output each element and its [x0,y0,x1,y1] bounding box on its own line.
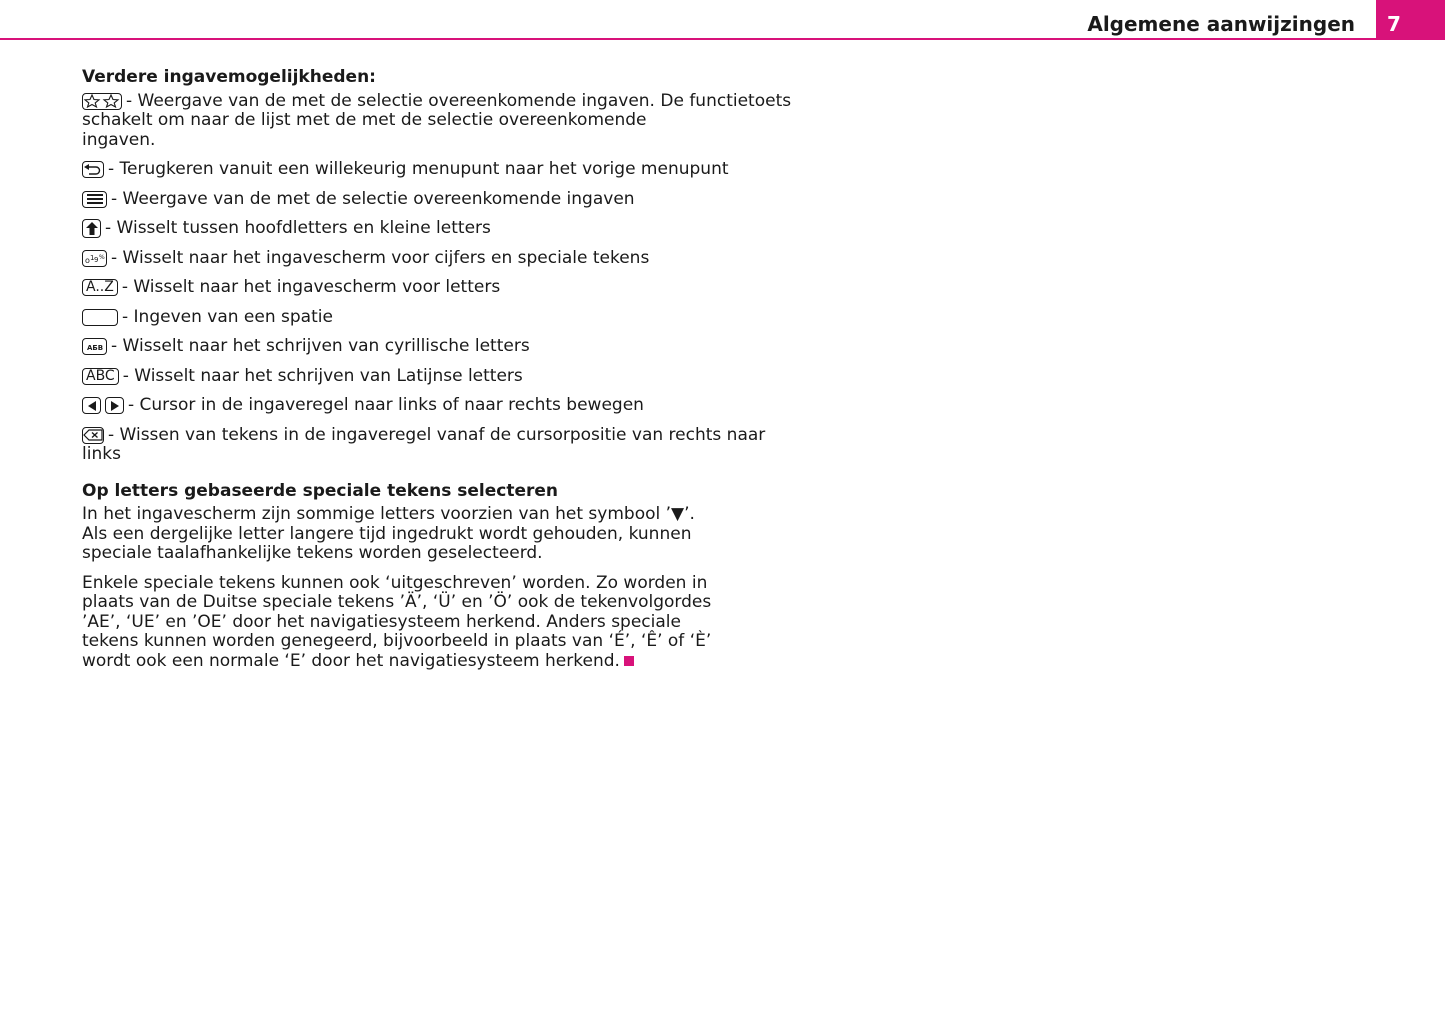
item-text: - Wisselt naar het ingavescherm voor cijfers en speciale tekens [111,247,650,268]
list-item [82,424,766,465]
item-text: - Wisselt naar het schrijven van cyrillische letters [111,336,530,356]
header-rule [0,38,1445,40]
page-number: 7 [1387,12,1401,36]
item-text: - Wisselt naar het ingavescherm voor letters [121,277,501,297]
list-item [82,308,722,328]
item-text: - Weergave van de met de selectie overeenkomende ingaven [111,188,635,209]
list-item [82,190,722,210]
latin-key-label: ABC [86,367,115,384]
list-item [82,249,722,269]
item-text: - Ingeven van een spatie [122,306,333,327]
letters-key-label: A..Z [86,279,114,296]
item-text: - Wisselt tussen hoofdletters en kleine letters [105,218,491,238]
list-item [82,396,722,416]
item-text: - Wisselt naar het schrijven van Latijnse letters [122,365,523,386]
double-star-icon [82,93,122,110]
page-number-box [1376,0,1445,40]
cyrillic-icon [82,338,107,355]
numbers-symbols-icon [82,250,107,267]
item-text: - Terugkeren vanuit een willekeurig menupunt naar het vorige menupunt [108,159,729,179]
section-heading-input-options: Verdere ingavemogelijkheden: [82,67,376,87]
list-item [82,337,722,357]
paragraph: In het ingavescherm zijn sommige letters voorzien van het symbool ’▼’. Als een dergelijke letter langere tijd ingedrukt wordt gehouden, kunnen speciale taalafhankelijke tekens worden geselecteerd. [82,504,695,563]
letters-key [82,279,118,296]
cursor-right-icon [105,397,124,414]
svg-text:%: % [98,253,105,261]
back-arrow-icon [82,161,104,178]
list-item [82,367,722,387]
list-item [82,159,729,180]
paragraph [82,574,722,672]
backspace-icon [82,427,104,444]
item-text: - Wissen van tekens in de ingaveregel vanaf de cursorpositie van rechts naar [108,424,766,445]
item-text: - Weergave van de met de selectie overeenkomende ingaven. De functietoets [126,90,792,111]
page-title: Algemene aanwijzingen [1087,12,1355,36]
section-heading-special-chars: Op letters gebaseerde speciale tekens selecteren [82,480,559,501]
content-column [82,67,792,681]
item-text: - Cursor in de ingaveregel naar links of naar rechts bewegen [128,395,644,415]
list-item [82,278,722,298]
space-key [82,309,118,326]
end-of-section-mark [624,656,634,666]
item-text-continued: links [82,444,121,464]
svg-text:o: o [84,255,90,265]
item-text-continued: schakelt om naar de lijst met de met de selectie overeenkomende ingaven. [82,110,647,150]
list-icon [82,191,107,208]
svg-text:АБВ: АБВ [86,343,103,352]
list-item [82,219,722,239]
paragraph-text: Enkele speciale tekens kunnen ook ‘uitgeschreven’ worden. Zo worden in plaats van de Duitse speciale tekens ’Ä’, ‘Ü’ en ’Ö’ ook de tekenvolgordes ’AE’, ‘UE’ en ’OE’ door het navigatiesysteem herkend. Anders speciale tekens kunnen worden genegeerd, bijvoorbeeld in plaats van ‘É’, ‘Ê’ of ‘È’ wordt ook een normale ‘E’ door het navigatiesysteem herkend. [82,572,712,671]
latin-key [82,368,119,385]
shift-arrow-icon [82,219,101,238]
svg-text:1: 1 [89,253,94,262]
list-item [82,90,792,151]
cursor-left-icon [82,397,101,414]
svg-text:9: 9 [93,255,98,264]
